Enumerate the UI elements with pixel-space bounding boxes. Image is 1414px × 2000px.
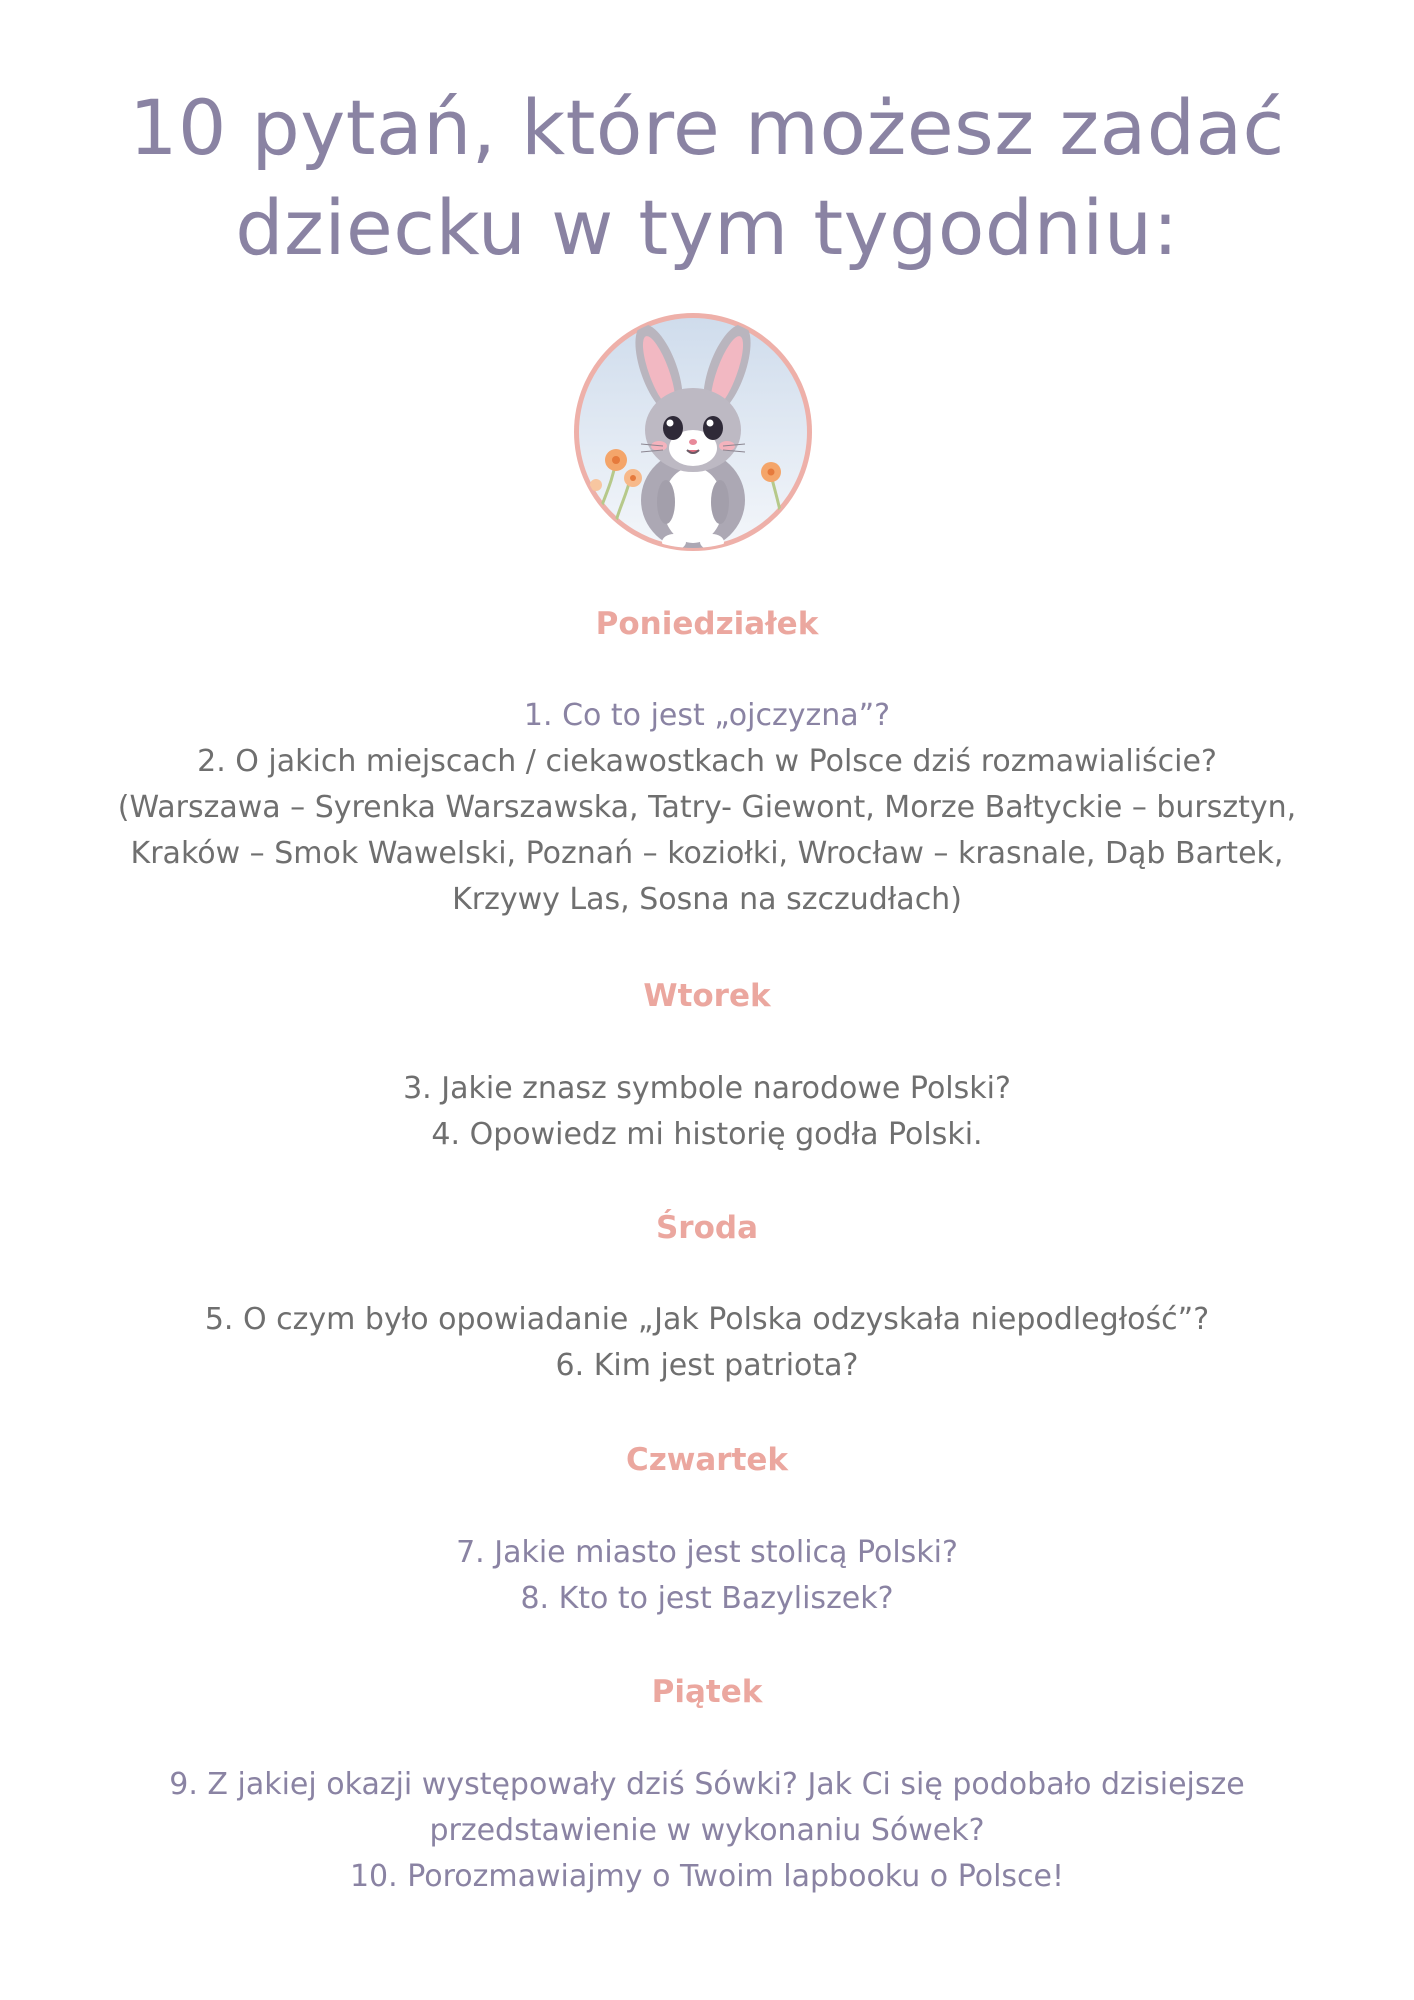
question-line: 5. O czym było opowiadanie „Jak Polska odzyskała niepodległość”? [204, 1302, 1210, 1337]
day-heading-tuesday: Wtorek [643, 978, 771, 1014]
question-line: 9. Z jakiej okazji występowały dziś Sówki? Jak Ci się podobało dzisiejsze [169, 1767, 1245, 1802]
page-title-line-1: 10 pytań, które możesz zadać [129, 83, 1285, 172]
day-questions-wednesday [40, 1297, 1374, 1389]
day-questions-monday [40, 693, 1374, 923]
question-line: 8. Kto to jest Bazyliszek? [520, 1581, 894, 1616]
question-line: 10. Porozmawiajmy o Twoim lapbooku o Polsce! [349, 1859, 1065, 1894]
bunny-icon [571, 310, 815, 554]
question-line: 2. O jakich miejscach / ciekawostkach w Polsce dziś rozmawialiście? [197, 744, 1217, 779]
question-line: 1. Co to jest „ojczyzna”? [523, 698, 891, 733]
day-heading-monday: Poniedziałek [595, 606, 819, 642]
question-line: 3. Jakie znasz symbole narodowe Polski? [403, 1071, 1011, 1106]
bunny-illustration [571, 310, 815, 554]
page-title-line-2: dziecku w tym tygodniu: [235, 183, 1179, 272]
day-questions-thursday [40, 1530, 1374, 1622]
question-line: przedstawienie w wykonaniu Sówek? [429, 1813, 985, 1848]
question-line: 7. Jakie miasto jest stolicą Polski? [456, 1535, 958, 1570]
question-line: 6. Kim jest patriota? [555, 1348, 859, 1383]
day-heading-wednesday: Środa [655, 1210, 759, 1246]
day-heading-thursday: Czwartek [625, 1442, 789, 1478]
day-heading-friday: Piątek [651, 1674, 763, 1710]
question-line: 4. Opowiedz mi historię godła Polski. [431, 1117, 983, 1152]
day-questions-tuesday [40, 1066, 1374, 1158]
question-line: Kraków – Smok Wawelski, Poznań – koziołki, Wrocław – krasnale, Dąb Bartek, [130, 836, 1284, 871]
question-line: (Warszawa – Syrenka Warszawska, Tatry- Giewont, Morze Bałtyckie – bursztyn, [117, 790, 1297, 825]
question-line: Krzywy Las, Sosna na szczudłach) [452, 882, 962, 917]
page-title [0, 78, 1414, 278]
day-questions-friday [40, 1762, 1374, 1900]
